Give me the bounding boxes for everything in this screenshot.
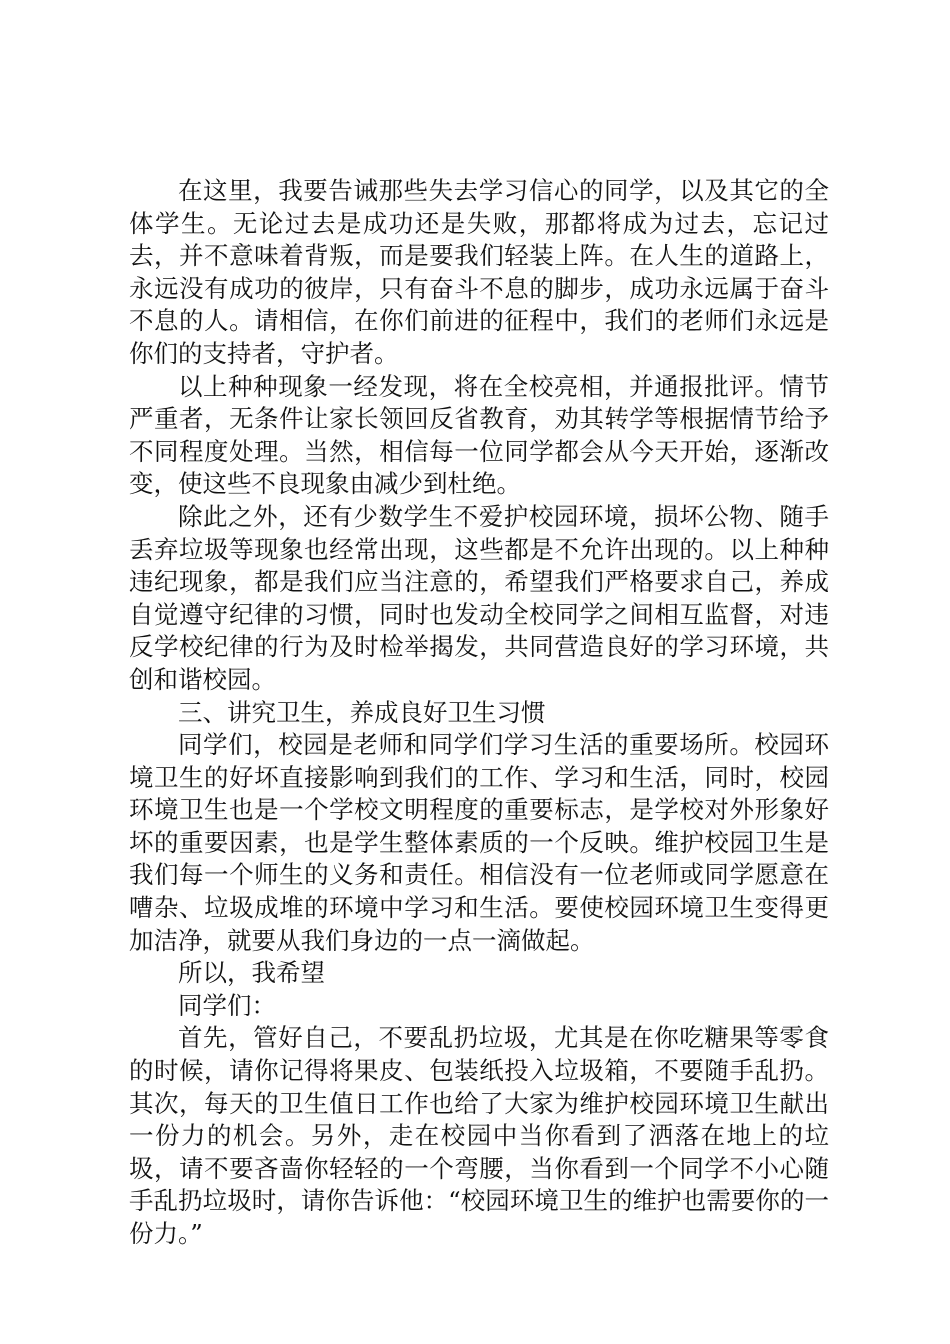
document-body [129, 175, 829, 1251]
paragraph-hope: 所以，我希望 [178, 958, 325, 988]
paragraph-actions: 首先，管好自己，不要乱扔垃圾，尤其是在你吃糖果等零食的时候，请你记得将果皮、包装纸投入垃圾箱，不要随手乱扔。其次，每天的卫生值日工作也给了大家为维护校园环境卫生献出一份力的机会。另外，走在校园中当你看到了洒落在地上的垃圾，请不要吝啬你轻轻的一个弯腰，当你看到一个同学不小心随手乱扔垃圾时，请你告诉他：“校园环境卫生的维护也需要你的一份力。” [129, 1023, 829, 1248]
paragraph-salutation: 同学们： [178, 990, 276, 1020]
paragraph-encouragement: 在这里，我要告诫那些失去学习信心的同学，以及其它的全体学生。无论过去是成功还是失败，那都将成为过去，忘记过去，并不意味着背叛，而是要我们轻装上阵。在人生的道路上，永远没有成功的彼岸，只有奋斗不息的脚步，成功永远属于奋斗不息的人。请相信，在你们前进的征程中，我们的老师们永远是你们的支持者，守护者。 [129, 176, 829, 368]
paragraph-discipline-consequences: 以上种种现象一经发现，将在全校亮相，并通报批评。情节严重者，无条件让家长领回反省教育，劝其转学等根据情节给予不同程度处理。当然，相信每一位同学都会从今天开始，逐渐改变，使这些不良现象由减少到杜绝。 [129, 371, 829, 499]
paragraph-campus-environment: 除此之外，还有少数学生不爱护校园环境，损坏公物、随手丢弃垃圾等现象也经常出现，这些都是不允许出现的。以上种种违纪现象，都是我们应当注意的，希望我们严格要求自己，养成自觉遵守纪律的习惯，同时也发动全校同学之间相互监督，对违反学校纪律的行为及时检举揭发，共同营造良好的学习环境，共创和谐校园。 [129, 501, 829, 694]
paragraph-hygiene-importance: 同学们，校园是老师和同学们学习生活的重要场所。校园环境卫生的好坏直接影响到我们的工作、学习和生活，同时，校园环境卫生也是一个学校文明程度的重要标志，是学校对外形象好坏的重要因素，也是学生整体素质的一个反映。维护校园卫生是我们每一个师生的义务和责任。相信没有一位老师或同学愿意在嘈杂、垃圾成堆的环境中学习和生活。要使校园环境卫生变得更加洁净，就要从我们身边的一点一滴做起。 [129, 730, 829, 955]
section-heading-hygiene: 三、讲究卫生，养成良好卫生习惯 [178, 697, 546, 727]
